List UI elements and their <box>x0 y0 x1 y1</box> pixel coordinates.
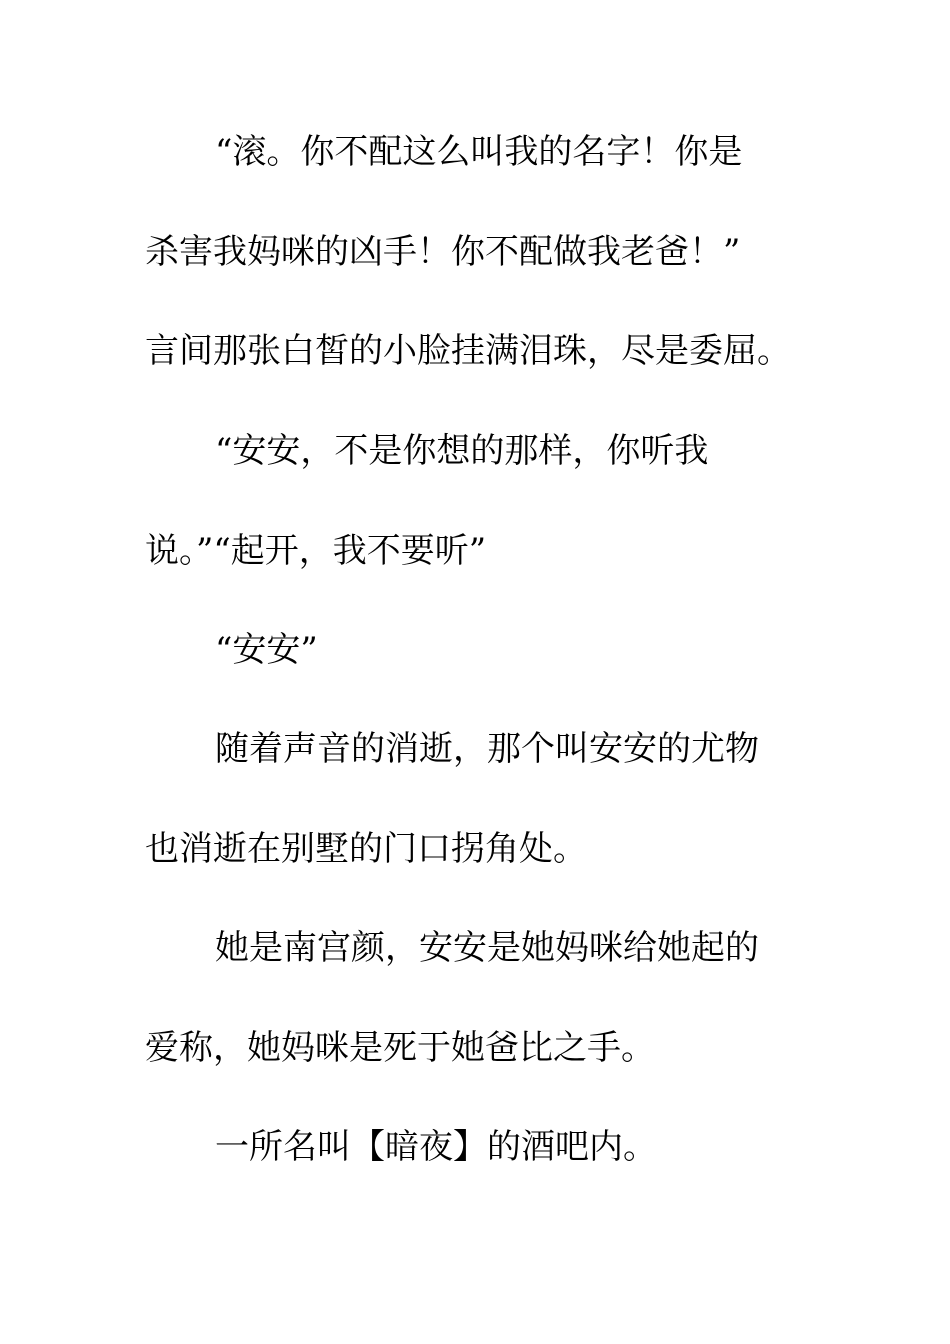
text-line-8: 也消逝在别墅的门口拐角处。 <box>145 829 587 869</box>
text-line-4: “安安，不是你想的那样，你听我 <box>215 431 709 471</box>
text-line-9: 她是南宫颜，安安是她妈咪给她起的 <box>215 928 759 968</box>
text-line-1: “滚。你不配这么叫我的名字！你是 <box>215 132 743 172</box>
text-line-5: 说。”“起开，我不要听” <box>145 531 487 571</box>
text-line-11: 一所名叫【暗夜】的酒吧内。 <box>215 1127 657 1167</box>
text-line-2: 杀害我妈咪的凶手！你不配做我老爸！” <box>145 232 741 272</box>
text-line-3: 言间那张白皙的小脸挂满泪珠，尽是委屈。 <box>145 331 791 371</box>
text-line-10: 爱称，她妈咪是死于她爸比之手。 <box>145 1028 655 1068</box>
text-line-6: “安安” <box>215 630 318 670</box>
text-line-7: 随着声音的消逝，那个叫安安的尤物 <box>215 729 759 769</box>
